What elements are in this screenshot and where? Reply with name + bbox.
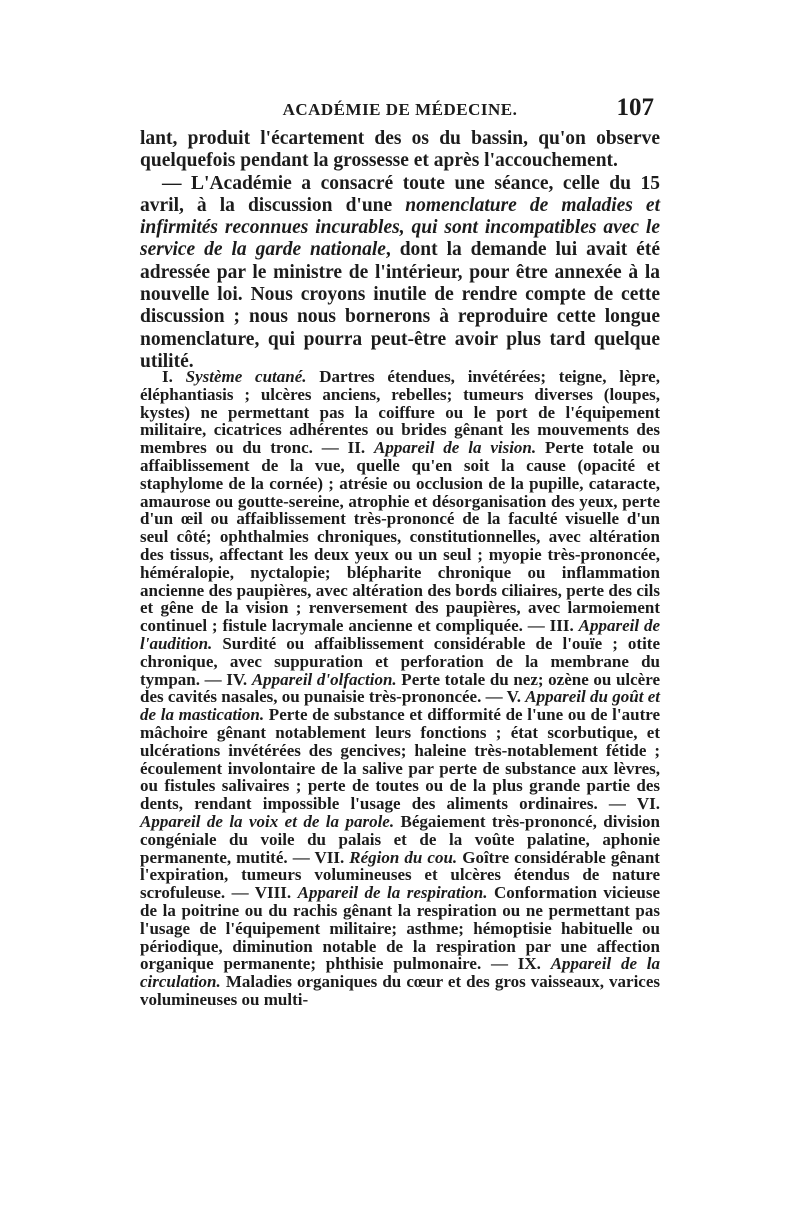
section-text: Goître considérable gênant l'expiration, tumeurs volumineuses et ulcères étendus de nature scrofuleuse. — xyxy=(140,847,660,903)
section-text: Maladies organiques du cœur et des gros vaisseaux, varices volumineuses ou multi- xyxy=(140,972,660,1009)
section-title: Appareil de la voix et de la parole. xyxy=(140,811,395,831)
nomenclature-list xyxy=(140,368,660,1009)
section-text: Perte totale du nez; ozène ou ulcère des cavités nasales, ou punaisie très-prononcée. — xyxy=(140,669,661,707)
section-text: Perte totale ou affaiblissement de la vue, quelle qu'en soit la cause (opacité et staphylome de la cornée) ; atrésie ou occlusion de la pupille, cataracte, amaurose ou goutte-sereine, atrophie et désorganisation des yeux, perte d'un œil ou affaiblissement très-prononcé de la faculté visuelle d'un seul côté; ophthalmies chroniques, constitutionnelles, avec altération des tissus, affectant les deux yeux ou un seul ; myopie très-prononcée, héméralopie, nyctalopie; blépharite chronique ou inflammation ancienne des paupières, avec altération des bords ciliaires, perte des cils et gêne de la vision ; renversement des paupières, avec larmoiement continuel ; fistule lacrymale ancienne et compliquée. — xyxy=(140,438,660,636)
section-title: Appareil de l'audition. xyxy=(140,616,660,653)
section-title: Appareil de la circulation. xyxy=(140,954,661,992)
section-number: VIII. xyxy=(254,883,298,903)
nomenclature-paragraph xyxy=(140,368,660,1009)
page-number: 107 xyxy=(616,94,654,121)
section-title: Appareil de la respiration. xyxy=(297,883,488,903)
section-title: Système cutané. xyxy=(185,367,307,386)
section-text: Conformation vicieuse de la poitrine ou du rachis gênant la respiration ou ne permettant pas l'usage de l'équipement militaire; asthme; hémoptisie habituelle ou périodique, diminution notable de la respiration par une affection organique permanente; phthisie pulmonaire. — xyxy=(140,883,661,974)
paragraph-text: — L'Académie a consacré toute une séance, celle du 15 avril, à la discussion d'une xyxy=(140,172,660,216)
section-number: VI. xyxy=(636,794,660,814)
running-title: ACADÉMIE DE MÉDECINE. xyxy=(282,100,518,119)
section-title: Appareil du goût et de la mastication. xyxy=(140,687,660,725)
main-text-block xyxy=(140,128,660,373)
section-text: Perte de substance et difformité de l'une ou de l'autre mâchoire gênant notablement leurs fonctions ; état scorbutique, et ulcérations invétérées des gencives; haleine très-notablement fétide ; écoulement involontaire de la salive par perte de substance aux lèvres, ou fistules salivaires ; perte de toutes ou de la plus grande partie des dents, rendant impossible l'usage des aliments ordinaires. — xyxy=(140,705,661,814)
section-text: Bégaiement très-prononcé, division congéniale du voile du palais et de la voûte palatine, aphonie permanente, mutité. — xyxy=(140,811,660,867)
section-number: II. xyxy=(347,438,374,458)
section-number: I. xyxy=(162,367,186,386)
section-number: IX. xyxy=(517,954,551,974)
nomenclature-title: nomenclature de maladies et infirmités reconnues incurables, qui sont incompatibles avec le service de la garde nationale xyxy=(140,194,660,261)
section-text: Surdité ou affaiblissement considérable de l'ouïe ; otite chronique, avec suppuration et perforation de la membrane du tympan. — xyxy=(140,633,660,689)
section-title: Appareil de la vision. xyxy=(373,438,537,458)
section-number: VII. xyxy=(314,847,350,867)
paragraph-academie xyxy=(140,173,660,374)
section-number: V. xyxy=(506,687,526,707)
running-head xyxy=(140,94,660,128)
section-title: Appareil d'olfaction. xyxy=(251,669,397,689)
paragraph-text: , dont la demande lui avait été adressée par le ministre de l'intérieur, pour être annexée à la nouvelle loi. Nous croyons inutile de rendre compte de cette discussion ; nous nous bornerons à reproduire cette longue nomenclature, qui pourra peut-être avoir plus tard quelque utilité. xyxy=(140,239,660,372)
paragraph-continuation: lant, produit l'écartement des os du bassin, qu'on observe quelquefois pendant la grossesse et après l'accouchement. xyxy=(140,128,660,172)
section-number: III. xyxy=(549,616,579,636)
section-text: Dartres étendues, invétérées; teigne, lèpre, éléphantiasis ; ulcères anciens, rebelles; tumeurs diverses (loupes, kystes) ne permettant pas la coiffure ou le port de l'équipement militaire, cicatrices adhérentes ou brides gênant les mouvements des membres ou du tronc. — xyxy=(140,367,660,458)
section-title: Région du cou. xyxy=(349,847,458,867)
section-number: IV. xyxy=(226,669,252,689)
